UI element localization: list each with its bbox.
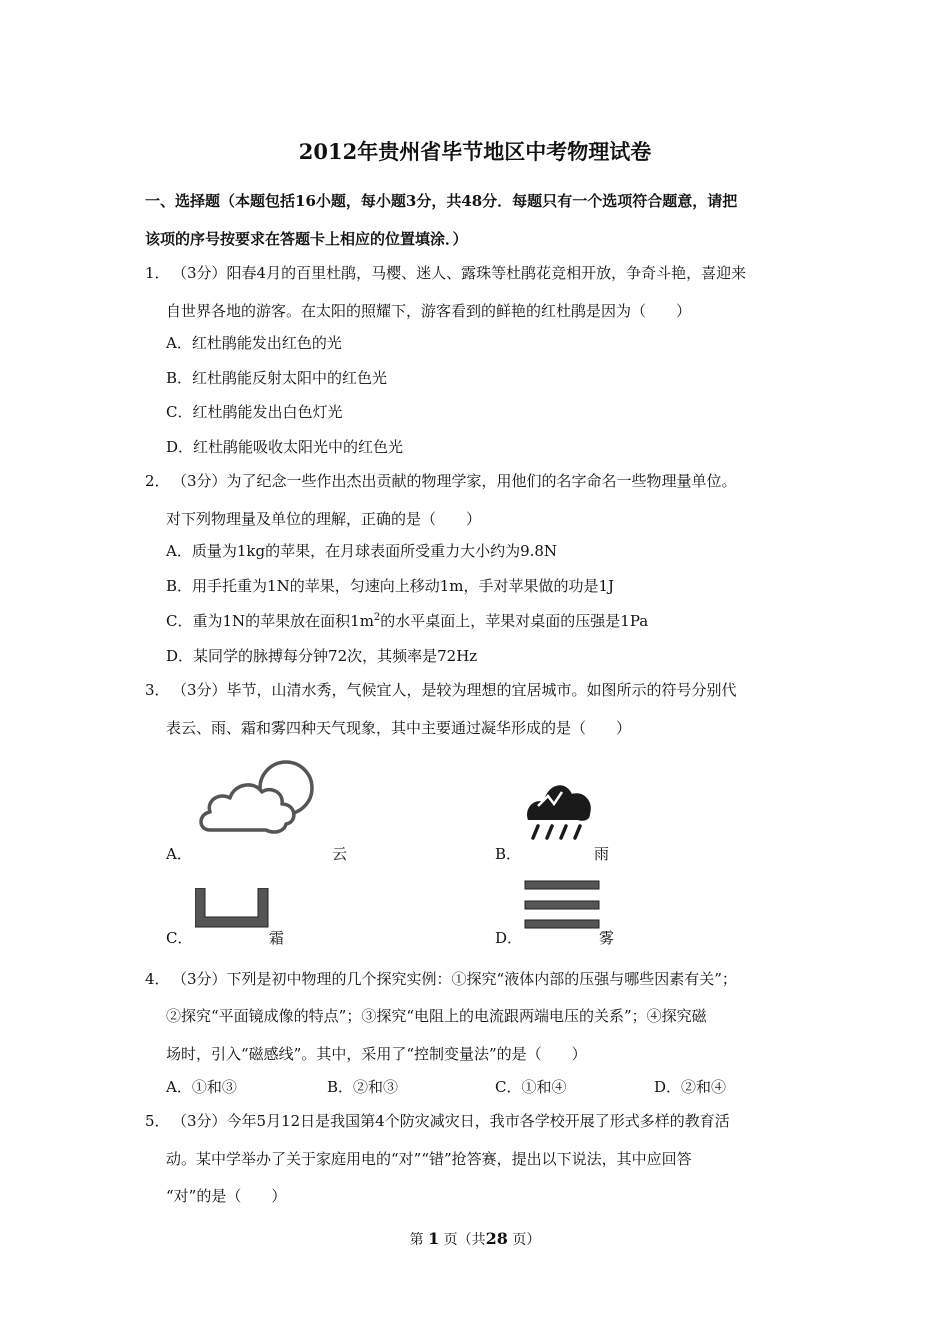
question-number: 4．: [145, 970, 170, 988]
question-text-line1: （3分）今年5月12日是我国第4个防灾减灾日，我市各学校开展了形式多样的教育活: [172, 1112, 730, 1130]
option-letter: B．: [495, 845, 522, 863]
option-a[interactable]: A．质量为1kg的苹果，在月球表面所受重力大小约为9.8N: [166, 542, 558, 560]
footer-prefix: 第: [409, 1232, 424, 1248]
question-text-line2: 自世界各地的游客。在太阳的照耀下，游客看到的鲜艳的红杜鹃是因为（ ）: [166, 302, 692, 320]
option-c[interactable]: C．红杜鹃能发出白色灯光: [166, 403, 343, 421]
option-d[interactable]: D．某同学的脉搏每分钟72次，其频率是72Hz: [166, 647, 478, 665]
option-b[interactable]: B．②和③: [327, 1078, 399, 1096]
option-c-superscript: 2: [373, 612, 381, 623]
question-text-line2: 对下列物理量及单位的理解，正确的是（ ）: [166, 510, 482, 528]
option-letter: C．: [166, 929, 193, 947]
option-d[interactable]: D．②和④: [654, 1078, 727, 1096]
page-number: 1: [428, 1229, 440, 1248]
option-c-text-before: C．重为1N的苹果放在面积1m: [166, 612, 374, 630]
cloud-sun-icon: [196, 758, 320, 840]
question-number: 2．: [145, 472, 170, 490]
section-heading-line1: 一、选择题（本题包括16小题，每小题3分，共48分．每题只有一个选项符合题意，请把: [145, 192, 738, 210]
option-label: 雨: [594, 845, 610, 863]
option-label: 雾: [599, 929, 615, 947]
option-label: 云: [332, 845, 348, 863]
question-text-line3: 场时，引入“磁感线”。其中，采用了“控制变量法”的是（ ）: [166, 1045, 587, 1063]
option-letter: A．: [166, 845, 192, 863]
rain-icon: [524, 772, 594, 848]
option-c[interactable]: [166, 610, 648, 631]
question-text-line2: 动。某中学举办了关于家庭用电的“对”“错”抢答赛，提出以下说法，其中应回答: [166, 1150, 692, 1168]
option-b[interactable]: B．用手托重为1N的苹果，匀速向上移动1m，手对苹果做的功是1J: [166, 577, 615, 595]
option-c-text-after: 的水平桌面上，苹果对桌面的压强是1Pa: [380, 612, 649, 630]
section-heading-line2: 该项的序号按要求在答题卡上相应的位置填涂．）: [145, 230, 468, 248]
option-letter: D．: [495, 929, 523, 947]
question-number: 1．: [145, 264, 170, 282]
footer-suffix: 页）: [512, 1232, 541, 1248]
option-b[interactable]: B．红杜鹃能反射太阳中的红色光: [166, 369, 388, 387]
question-text-line2: 表云、雨、霜和雾四种天气现象，其中主要通过凝华形成的是（ ）: [166, 719, 632, 737]
question-text-line1: （3分）毕节，山清水秀，气候宜人，是较为理想的宜居城市。如图所示的符号分别代: [172, 681, 737, 699]
option-a[interactable]: A．红杜鹃能发出红色的光: [166, 334, 342, 352]
question-text-line1: （3分）阳春4月的百里杜鹃，马樱、迷人、露珠等杜鹃花竞相开放，争奇斗艳，喜迎来: [172, 264, 747, 282]
option-a[interactable]: A．①和③: [166, 1078, 237, 1096]
page-footer: [0, 1229, 950, 1249]
question-text-line1: （3分）下列是初中物理的几个探究实例：①探究“液体内部的压强与哪些因素有关”；: [172, 970, 737, 988]
option-d[interactable]: D．红杜鹃能吸收太阳光中的红色光: [166, 438, 404, 456]
question-number: 5．: [145, 1112, 170, 1130]
frost-icon: [195, 888, 269, 928]
option-label: 霜: [269, 929, 285, 947]
question-number: 3．: [145, 681, 170, 699]
page-title: 2012年贵州省毕节地区中考物理试卷: [298, 139, 652, 164]
option-c[interactable]: C．①和④: [495, 1078, 567, 1096]
fog-icon: [524, 880, 600, 930]
question-text-line1: （3分）为了纪念一些作出杰出贡献的物理学家，用他们的名字命名一些物理量单位。: [172, 472, 737, 490]
total-pages: 28: [485, 1229, 508, 1248]
footer-middle: 页（共: [443, 1232, 486, 1248]
question-text-line3: “对”的是（ ）: [166, 1187, 287, 1205]
question-text-line2: ②探究“平面镜成像的特点”；③探究“电阻上的电流跟两端电压的关系”；④探究磁: [166, 1007, 707, 1025]
